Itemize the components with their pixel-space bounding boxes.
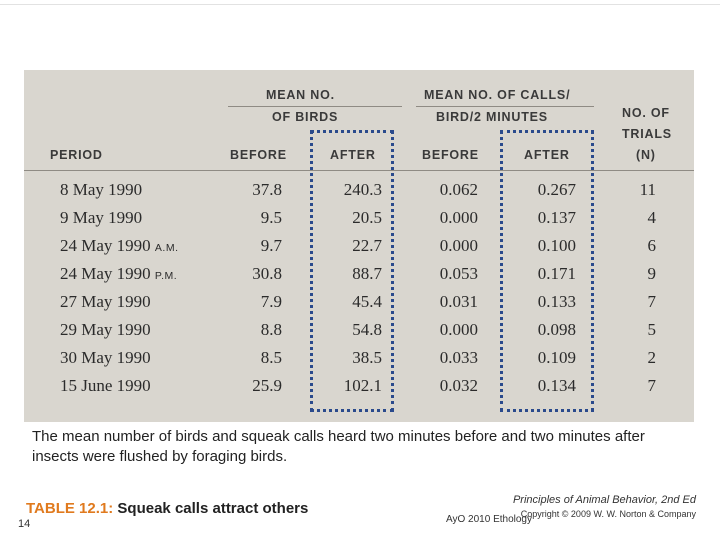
cell-trials: 4 (647, 208, 656, 227)
cell-after-calls: 0.171 (537, 264, 576, 283)
highlight-after-calls (500, 130, 594, 412)
cell-period: 29 May 1990 (60, 320, 151, 339)
cell-period: 24 May 1990 P.M. (60, 264, 178, 283)
header-no-of: NO. OF (622, 106, 670, 120)
header-mean-calls: MEAN NO. OF CALLS/ (424, 88, 571, 102)
cell-before-calls: 0.033 (439, 348, 478, 367)
cell-trials: 7 (647, 376, 656, 395)
header-rule-calls (416, 106, 594, 107)
cell-after-calls: 0.137 (537, 208, 576, 227)
cell-after-calls: 0.098 (537, 320, 576, 339)
cell-after-birds: 240.3 (343, 180, 382, 199)
cell-before-birds: 9.7 (260, 236, 282, 255)
cell-trials: 5 (647, 320, 656, 339)
col-after-birds: AFTER (330, 148, 376, 162)
book-copyright: Copyright © 2009 W. W. Norton & Company (520, 509, 696, 519)
page-number: 14 (18, 518, 31, 530)
cell-after-birds: 54.8 (352, 320, 382, 339)
cell-before-birds: 9.5 (260, 208, 282, 227)
cell-after-calls: 0.134 (537, 376, 576, 395)
cell-after-calls: 0.133 (537, 292, 576, 311)
cell-trials: 9 (647, 264, 656, 283)
cell-period: 9 May 1990 (60, 208, 143, 227)
cell-after-birds: 20.5 (352, 208, 382, 227)
book-title: Principles of Animal Behavior, 2nd Ed (512, 494, 696, 506)
table-title-text: Squeak calls attract others (117, 500, 309, 517)
table-number-label: TABLE 12.1: (26, 500, 114, 517)
col-after-calls: AFTER (524, 148, 570, 162)
table-title (26, 500, 308, 517)
col-period: PERIOD (50, 148, 103, 162)
cell-before-calls: 0.062 (439, 180, 478, 199)
table-caption: The mean number of birds and squeak calls heard two minutes before and two minutes after insects were flushed by foraging birds. (32, 428, 645, 465)
cell-period: 27 May 1990 (60, 292, 151, 311)
cell-period: 24 May 1990 A.M. (60, 236, 179, 255)
cell-before-birds: 8.5 (260, 348, 282, 367)
header-calls-per-bird: BIRD/2 MINUTES (436, 110, 548, 124)
cell-before-calls: 0.000 (439, 320, 478, 339)
cell-trials: 6 (647, 236, 656, 255)
top-divider (0, 4, 720, 5)
header-n: (N) (636, 148, 656, 162)
cell-after-birds: 102.1 (343, 376, 382, 395)
cell-before-calls: 0.032 (439, 376, 478, 395)
cell-period: 15 June 1990 (60, 376, 151, 395)
header-of-birds: OF BIRDS (272, 110, 339, 124)
cell-trials: 7 (647, 292, 656, 311)
cell-before-calls: 0.000 (439, 236, 478, 255)
cell-before-birds: 37.8 (252, 180, 282, 199)
cell-after-calls: 0.100 (537, 236, 576, 255)
footer-text: AyO 2010 Ethology (446, 514, 532, 525)
header-rule-birds (228, 106, 402, 107)
header-trials: TRIALS (622, 127, 672, 141)
cell-before-birds: 8.8 (260, 320, 282, 339)
col-before-calls: BEFORE (422, 148, 479, 162)
cell-trials: 2 (647, 348, 656, 367)
cell-after-calls: 0.109 (537, 348, 576, 367)
data-table (24, 70, 694, 422)
cell-after-birds: 45.4 (352, 292, 382, 311)
cell-trials: 11 (639, 180, 656, 199)
book-credit (513, 494, 696, 519)
cell-period: 8 May 1990 (60, 180, 143, 199)
cell-period: 30 May 1990 (60, 348, 151, 367)
cell-after-birds: 88.7 (352, 264, 382, 283)
cell-before-birds: 7.9 (260, 292, 282, 311)
cell-before-calls: 0.053 (439, 264, 478, 283)
header-mean-birds: MEAN NO. (266, 88, 335, 102)
cell-after-birds: 38.5 (352, 348, 382, 367)
cell-before-calls: 0.000 (439, 208, 478, 227)
cell-before-birds: 25.9 (252, 376, 282, 395)
cell-after-calls: 0.267 (537, 180, 576, 199)
cell-before-birds: 30.8 (252, 264, 282, 283)
cell-before-calls: 0.031 (439, 292, 478, 311)
highlight-after-birds (310, 130, 394, 412)
cell-after-birds: 22.7 (352, 236, 382, 255)
col-before-birds: BEFORE (230, 148, 287, 162)
